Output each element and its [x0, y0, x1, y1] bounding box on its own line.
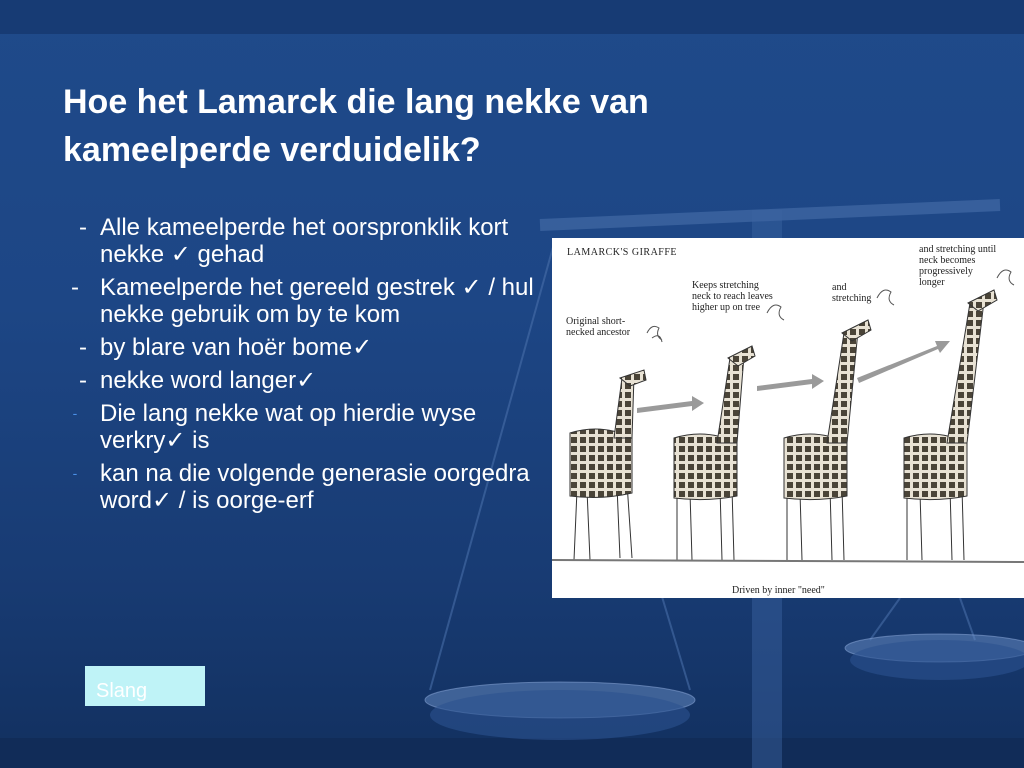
bullet-item	[50, 274, 560, 328]
figure-label-stage3: and stretching until neck becomes progressively longer	[919, 244, 997, 288]
bullet-text: Die lang nekke wat op hierdie wyse verkry✓ is	[100, 400, 477, 454]
bullet-item	[50, 400, 560, 454]
bullet-dash: -	[71, 274, 79, 301]
figure-heading: LAMARCK'S GIRAFFE	[567, 247, 678, 258]
slang-button[interactable]: Slang	[85, 666, 205, 706]
bullet-dash: -	[79, 334, 87, 361]
bullet-text: by blare van hoër bome✓	[100, 334, 373, 361]
figure-label-ancestor: Original short-necked ancestor	[566, 316, 631, 338]
figure-caption: Driven by inner "need"	[732, 585, 825, 596]
bullet-list	[50, 214, 560, 520]
giraffe-illustration	[552, 238, 1024, 583]
bullet-item	[50, 367, 560, 394]
bullet-dash: -	[72, 465, 78, 481]
bullet-dash: -	[72, 405, 78, 421]
bullet-item	[50, 214, 560, 268]
slide-title: Hoe het Lamarck die lang nekke van kameelperde verduidelik?	[63, 83, 649, 169]
figure-label-stage1: Keeps stretching neck to reach leaves higher up on tree	[692, 280, 773, 313]
bullet-dash: -	[79, 367, 87, 394]
lamarck-giraffe-figure	[552, 238, 1024, 598]
figure-label-stage2: and stretching	[832, 282, 872, 304]
bullet-item	[50, 460, 560, 514]
bullet-text: kan na die volgende generasie oorgedra word✓ / is oorge-erf	[100, 460, 530, 514]
bullet-item	[50, 334, 560, 361]
bullet-text: nekke word langer✓	[100, 367, 317, 394]
bullet-text: Kameelperde het gereeld gestrek ✓ / hul nekke gebruik om by te kom	[100, 274, 534, 328]
bullet-text: Alle kameelperde het oorspronklik kort nekke ✓ gehad	[100, 214, 509, 268]
bullet-dash: -	[79, 214, 87, 241]
